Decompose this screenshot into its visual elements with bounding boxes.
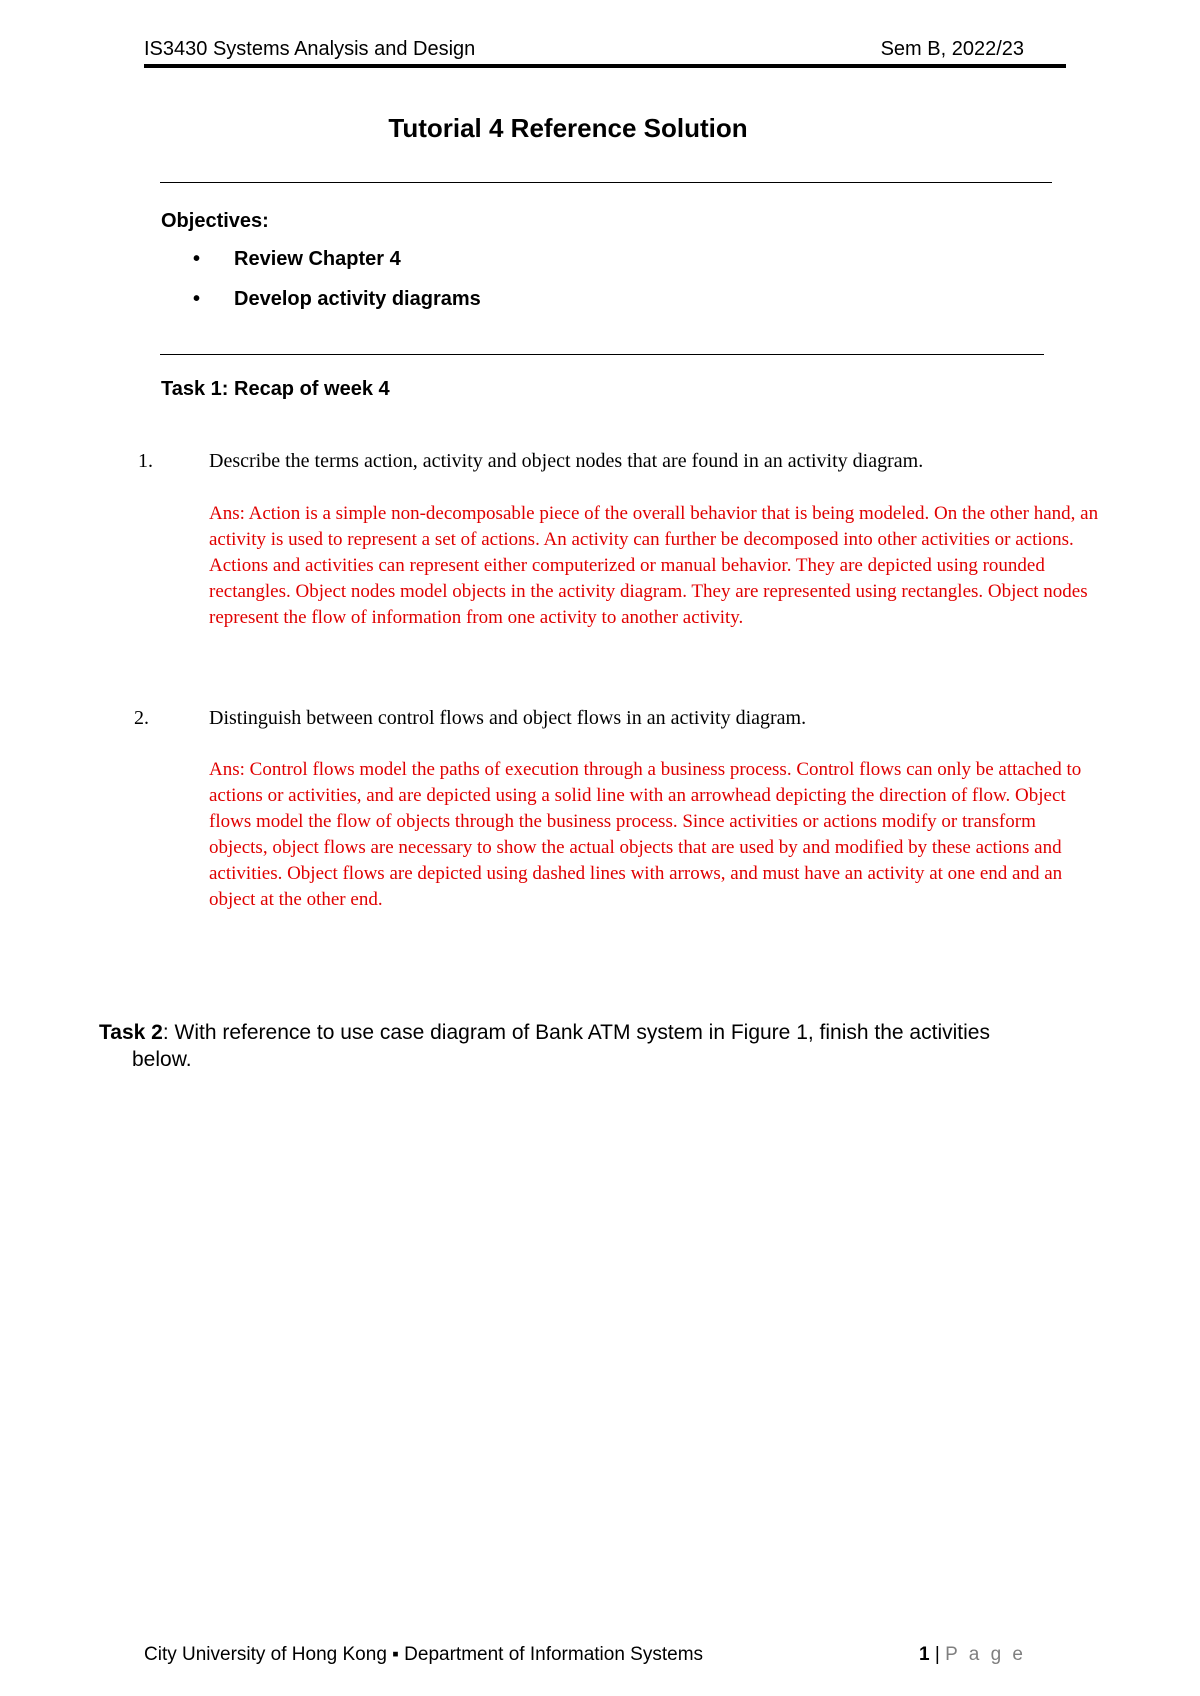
- objective-text: Develop activity diagrams: [234, 288, 481, 310]
- task1-heading: Task 1: Recap of week 4: [161, 378, 390, 400]
- answer-text: Ans: Action is a simple non-decomposable piece of the overall behavior that is being modeled. On the other hand, an activity is used to represent a set of actions. An activity can further be decomposed into other activities or actions. Actions and activities can represent either computerized or manual behavior. They are depicted using rounded rectangles. Object nodes model objects in the activity diagram. They are represented using rectangles. Object nodes represent the flow of information from one activity to another activity.: [209, 503, 1099, 628]
- page-title: Tutorial 4 Reference Solution: [388, 113, 748, 143]
- header-semester: Sem B, 2022/23: [880, 38, 1024, 60]
- bullet-icon: •: [193, 288, 201, 310]
- question-number: 2.: [134, 707, 149, 729]
- objective-item: [161, 288, 481, 328]
- footer-organization: City University of Hong Kong ▪ Department of Information Systems: [144, 1644, 704, 1665]
- objective-item: [161, 248, 481, 288]
- title-divider: [160, 182, 1052, 183]
- objectives-divider: [160, 354, 1044, 355]
- objective-text: Review Chapter 4: [234, 248, 401, 270]
- task2-text-continuation: below.: [132, 1048, 192, 1071]
- task2-text: : With reference to use case diagram of Bank ATM system in Figure 1, finish the activities: [162, 1021, 990, 1044]
- answer-text: Ans: Control flows model the paths of execution through a business process. Control flows can only be attached to actions or activities, and are depicted using a solid line with an arrowhead depicting the direction of flow. Object flows model the flow of objects through the business process. Since activities or actions modify or transform objects, object flows are necessary to show the actual objects that are used by and modified by these actions and activities. Object flows are depicted using dashed lines with arrows, and must have an activity at one end and an object at the other end.: [209, 759, 1082, 910]
- page-label: P a g e: [945, 1644, 1026, 1665]
- page-separator: |: [934, 1644, 940, 1665]
- header-divider: [144, 64, 1066, 68]
- footer-page: [919, 1644, 1026, 1666]
- objectives-list: [161, 248, 481, 328]
- question-text: Distinguish between control flows and object flows in an activity diagram.: [209, 707, 807, 729]
- bullet-icon: •: [193, 248, 201, 270]
- objectives-heading: Objectives:: [161, 210, 269, 232]
- task2-label: Task 2: [99, 1021, 163, 1044]
- question-number: 1.: [138, 450, 153, 472]
- question-text: Describe the terms action, activity and object nodes that are found in an activity diagram.: [209, 450, 924, 472]
- task2-paragraph: [99, 1019, 1099, 1073]
- header-course: IS3430 Systems Analysis and Design: [144, 38, 476, 60]
- page-number: 1: [919, 1644, 930, 1665]
